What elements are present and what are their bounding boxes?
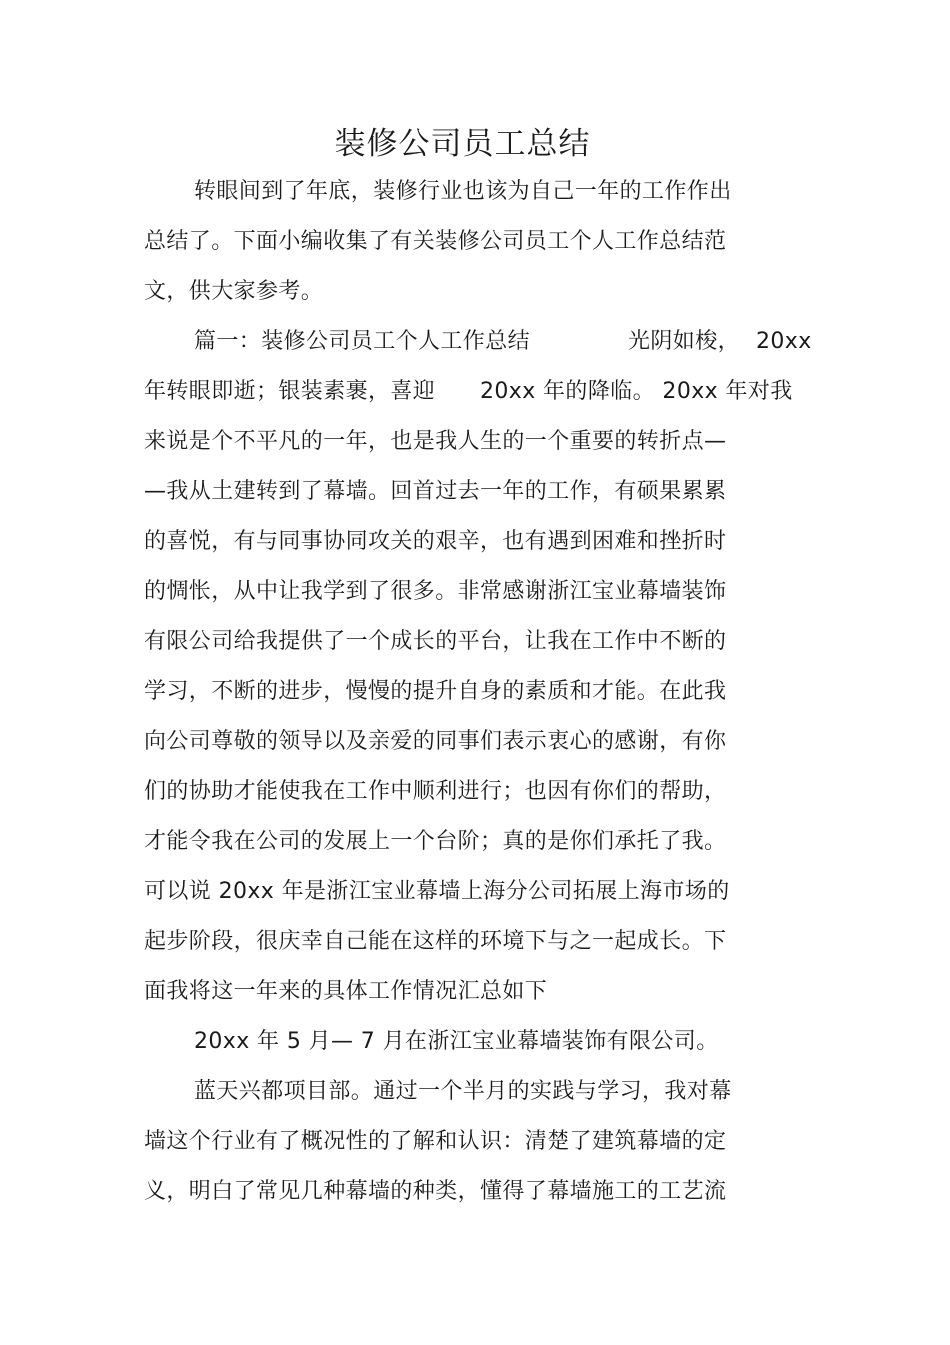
paragraph-line: 年转眼即逝；银装素裹，喜迎 20xx 年的降临。 20xx 年对我: [144, 379, 793, 404]
paragraph-line: 来说是个不平凡的一年，也是我人生的一个重要的转折点—: [144, 429, 727, 454]
paragraph-line: 篇一：装修公司员工个人工作总结: [194, 329, 531, 354]
paragraph-line: 的喜悦，有与同事协同攻关的艰辛，也有遇到困难和挫折时: [144, 529, 727, 554]
paragraph-line: 的惆怅，从中让我学到了很多。非常感谢浙江宝业幕墙装饰: [144, 579, 727, 604]
paragraph-line: 向公司尊敬的领导以及亲爱的同事们表示衷心的感谢，有你: [144, 729, 727, 754]
paragraph-line: 才能令我在公司的发展上一个台阶；真的是你们承托了我。: [144, 829, 727, 854]
paragraph-line: 总结了。下面小编收集了有关装修公司员工个人工作总结范: [144, 229, 727, 254]
paragraph-line: 有限公司给我提供了一个成长的平台，让我在工作中不断的: [144, 629, 727, 654]
paragraph-line-fragment: 20xx: [756, 329, 812, 354]
paragraph-line: 们的协助才能使我在工作中顺利进行；也因有你们的帮助，: [144, 779, 727, 804]
paragraph-line: 义，明白了常见几种幕墙的种类，懂得了幕墙施工的工艺流: [144, 1179, 727, 1204]
paragraph-line: 蓝天兴都项目部。通过一个半月的实践与学习，我对幕: [194, 1079, 732, 1104]
paragraph-line: 面我将这一年来的具体工作情况汇总如下: [144, 979, 548, 1004]
document-title: 装修公司员工总结: [334, 126, 591, 162]
paragraph-line: —我从土建转到了幕墙。回首过去一年的工作，有硕果累累: [144, 479, 727, 504]
paragraph-line: 转眼间到了年底，装修行业也该为自己一年的工作作出: [194, 179, 732, 204]
paragraph-line: 起步阶段，很庆幸自己能在这样的环境下与之一起成长。下: [144, 929, 727, 954]
paragraph-line: 学习，不断的进步，慢慢的提升自身的素质和才能。在此我: [144, 679, 727, 704]
paragraph-line: 墙这个行业有了概况性的了解和认识：清楚了建筑幕墙的定: [144, 1129, 727, 1154]
paragraph-line: 文，供大家参考。: [144, 279, 324, 304]
paragraph-line: 20xx 年 5 月— 7 月在浙江宝业幕墙装饰有限公司。: [194, 1029, 719, 1054]
paragraph-line: 可以说 20xx 年是浙江宝业幕墙上海分公司拓展上海市场的: [144, 879, 730, 904]
paragraph-line-fragment: 光阴如梭，: [628, 329, 741, 354]
